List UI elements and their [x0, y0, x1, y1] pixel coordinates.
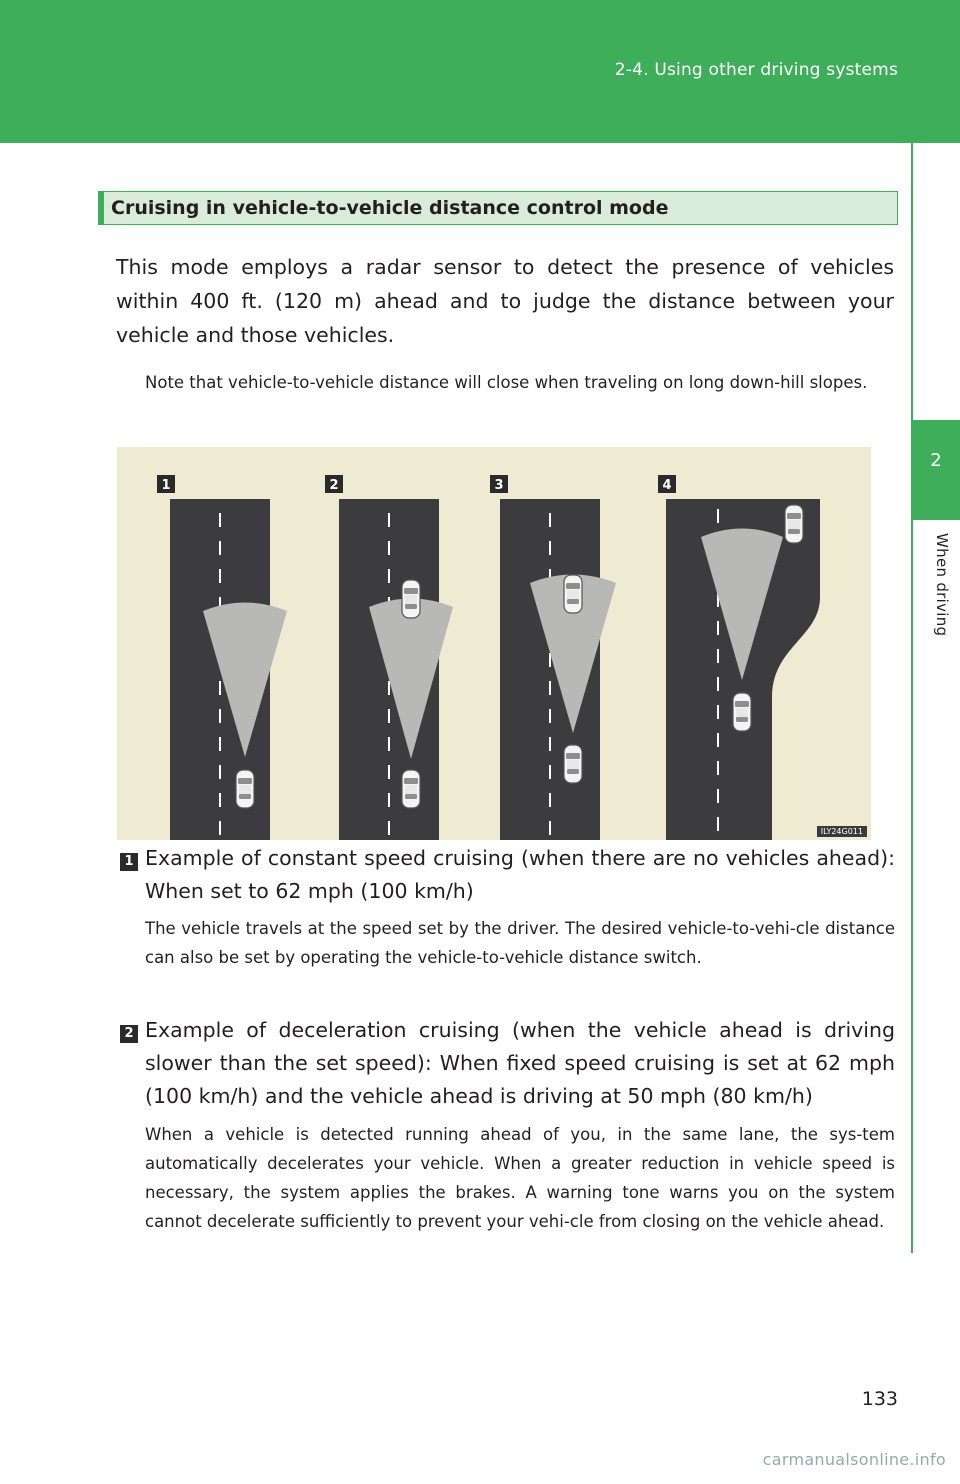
- chapter-tab[interactable]: [912, 420, 960, 520]
- lead-car-2: [402, 580, 420, 618]
- panel-label-3: [490, 475, 508, 493]
- item-2-number-icon: 2: [120, 1025, 138, 1043]
- item-1-number-icon: 1: [120, 853, 138, 871]
- chapter-label: When driving: [933, 533, 951, 637]
- item-2-body: When a vehicle is detected running ahead of you, in the same lane, the sys-tem automatically decelerates your vehicle. When a greater reduction in vehicle speed is necessary, the system applies the brakes. A warning tone warns you on the system cannot decelerate sufficiently to prevent your vehi-cle from closing on the vehicle ahead.: [145, 1125, 895, 1231]
- intro-note: Note that vehicle-to-vehicle distance will close when traveling on long down-hill slopes.: [145, 373, 868, 392]
- item-1-title: Example of constant speed cruising (when there are no vehicles ahead): When set to 62 mph (100 km/h): [145, 846, 895, 903]
- radar-illustration: [117, 447, 871, 840]
- chapter-number: 2: [930, 450, 942, 471]
- svg-text:3: 3: [494, 478, 504, 493]
- section-heading-text: Cruising in vehicle-to-vehicle distance control mode: [111, 197, 669, 219]
- panel-label-2: [325, 475, 343, 493]
- own-car-4: [733, 693, 751, 731]
- svg-text:4: 4: [662, 478, 672, 493]
- lead-car-3: [564, 575, 582, 613]
- section-heading: [98, 191, 898, 225]
- page-number: 133: [861, 1388, 898, 1410]
- panel-label-4: [658, 475, 676, 493]
- svg-text:2: 2: [329, 478, 339, 493]
- own-car-1: [236, 770, 254, 808]
- intro-paragraph: This mode employs a radar sensor to detect the presence of vehicles within 400 ft. (120 m) ahead and to judge the distance between your vehicle and those vehicles.: [116, 255, 894, 347]
- own-car-3: [564, 745, 582, 783]
- figure-code: ILY24G011: [817, 826, 867, 837]
- item-1-body: The vehicle travels at the speed set by the driver. The desired vehicle-to-vehi-cle distance can also be set by operating the vehicle-to-vehicle distance switch.: [145, 919, 895, 967]
- radar-diagram: [117, 447, 871, 840]
- heading-accent-bar: [98, 191, 104, 225]
- running-header: 2-4. Using other driving systems: [614, 60, 898, 80]
- svg-text:1: 1: [161, 478, 171, 493]
- panel-label-1: [157, 475, 175, 493]
- watermark: carmanualsonline.info: [762, 1450, 946, 1469]
- side-divider: [911, 143, 913, 1253]
- item-2-title: Example of deceleration cruising (when the vehicle ahead is driving slower than the set speed): When fixed speed cruising is set at 62 mph (100 km/h) and the vehicle ahead is driving at 50 mph (80 km/h): [145, 1018, 895, 1108]
- lead-car-4: [785, 505, 803, 543]
- own-car-2: [402, 770, 420, 808]
